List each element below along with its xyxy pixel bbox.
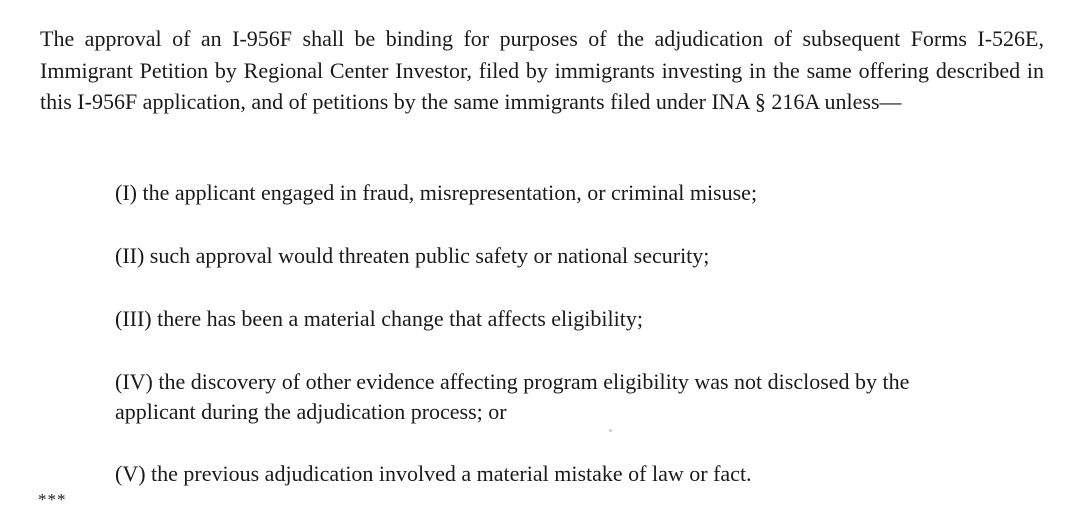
intro-paragraph: The approval of an I-956F shall be binding for purposes of the adjudication of subsequent Forms I-526E, Immigrant Petition by Regional Center Investor, filed by immigrants investing in the same offering described in this I-956F application, and of petitions by the same immigrants filed under INA § 216A unless— — [40, 26, 1044, 114]
clause-4: (IV) the discovery of other evidence affecting program eligibility was not disclosed by the applicant during the adjudication process; or — [115, 369, 910, 424]
clause-2: (II) such approval would threaten public safety or national security; — [115, 243, 710, 268]
clause-1: (I) the applicant engaged in fraud, misrepresentation, or criminal misuse; — [115, 180, 758, 205]
clause-3: (III) there has been a material change that affects eligibility; — [115, 306, 643, 331]
scan-speck — [609, 429, 612, 432]
clause-5: (V) the previous adjudication involved a material mistake of law or fact. — [115, 461, 752, 486]
section-separator: *** — [38, 490, 67, 509]
